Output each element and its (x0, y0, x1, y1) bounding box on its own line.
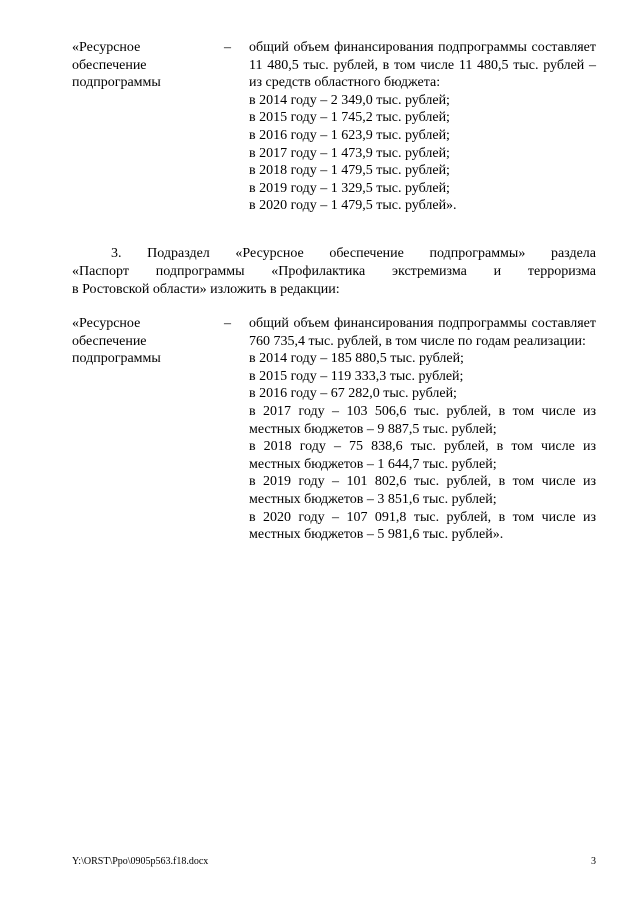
year-line: в 2014 году – 185 880,5 тыс. рублей; (249, 351, 464, 367)
label-line: подпрограммы (72, 351, 161, 367)
label-line: «Ресурсное (72, 316, 141, 331)
year-line: в 2018 году – 75 838,6 тыс. рублей, в том числе из местных бюджетов – 1 644,7 тыс. рублей; (249, 439, 596, 472)
label-line: обеспечение (72, 333, 147, 349)
year-line: в 2016 году – 67 282,0 тыс. рублей; (249, 386, 457, 402)
year-line: в 2015 году – 119 333,3 тыс. рублей; (249, 368, 464, 384)
resource-label (72, 39, 224, 215)
year-line: в 2019 году – 1 329,5 тыс. рублей; (249, 180, 450, 196)
page-footer (72, 856, 596, 867)
instruction-paragraph (72, 245, 596, 298)
paragraph-line: 3. Подраздел «Ресурсное обеспечение подпрограммы» раздела (111, 246, 596, 261)
dash: – (224, 316, 231, 331)
year-line: в 2017 году – 103 506,6 тыс. рублей, в том числе из местных бюджетов – 9 887,5 тыс. рублей; (249, 403, 596, 437)
page-number: 3 (591, 856, 596, 867)
year-line: в 2019 году – 101 802,6 тыс. рублей, в том числе из местных бюджетов – 3 851,6 тыс. рублей; (249, 474, 596, 507)
year-line: в 2018 году – 1 479,5 тыс. рублей; (249, 163, 450, 179)
funding-intro: общий объем финансирования подпрограммы составляет 11 480,5 тыс. рублей, в том числе 11 480,5 тыс. рублей – из средств областного бюджета: (249, 40, 596, 91)
year-line: в 2020 году – 1 479,5 тыс. рублей». (249, 198, 457, 214)
resource-block-new (72, 315, 596, 544)
resource-text (249, 315, 596, 544)
resource-label (72, 315, 224, 544)
dash: – (224, 40, 231, 55)
year-line: в 2020 году – 107 091,8 тыс. рублей, в том числе из местных бюджетов – 5 981,6 тыс. рублей». (249, 509, 596, 543)
resource-text (249, 39, 596, 215)
year-line: в 2014 году – 2 349,0 тыс. рублей; (249, 92, 450, 108)
file-path: Y:\ORST\Ppo\0905p563.f18.docx (72, 856, 209, 867)
year-line: в 2015 году – 1 745,2 тыс. рублей; (249, 110, 450, 126)
year-line: в 2017 году – 1 473,9 тыс. рублей; (249, 145, 450, 161)
label-line: обеспечение (72, 57, 147, 73)
funding-intro: общий объем финансирования подпрограммы составляет 760 735,4 тыс. рублей, в том числе по годам реализации: (249, 316, 596, 349)
year-line: в 2016 году – 1 623,9 тыс. рублей; (249, 127, 450, 143)
label-line: «Ресурсное (72, 40, 141, 55)
label-line: подпрограммы (72, 75, 161, 91)
resource-block-old (72, 39, 596, 215)
paragraph-line: в Ростовской области» изложить в редакции: (72, 281, 340, 297)
paragraph-line: «Паспорт подпрограммы «Профилактика экстремизма и терроризма (72, 263, 596, 279)
